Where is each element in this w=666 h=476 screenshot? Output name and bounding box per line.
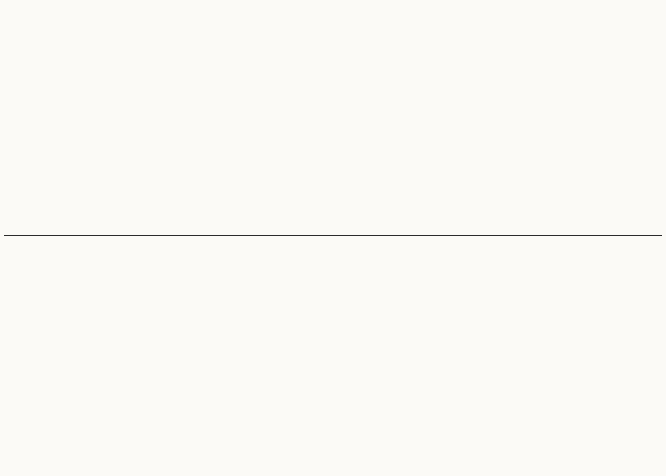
section-divider-rule <box>4 235 662 236</box>
upper-text-block <box>6 4 660 228</box>
text-column <box>648 244 660 472</box>
lower-text-block <box>6 244 660 472</box>
text-column <box>648 4 660 228</box>
